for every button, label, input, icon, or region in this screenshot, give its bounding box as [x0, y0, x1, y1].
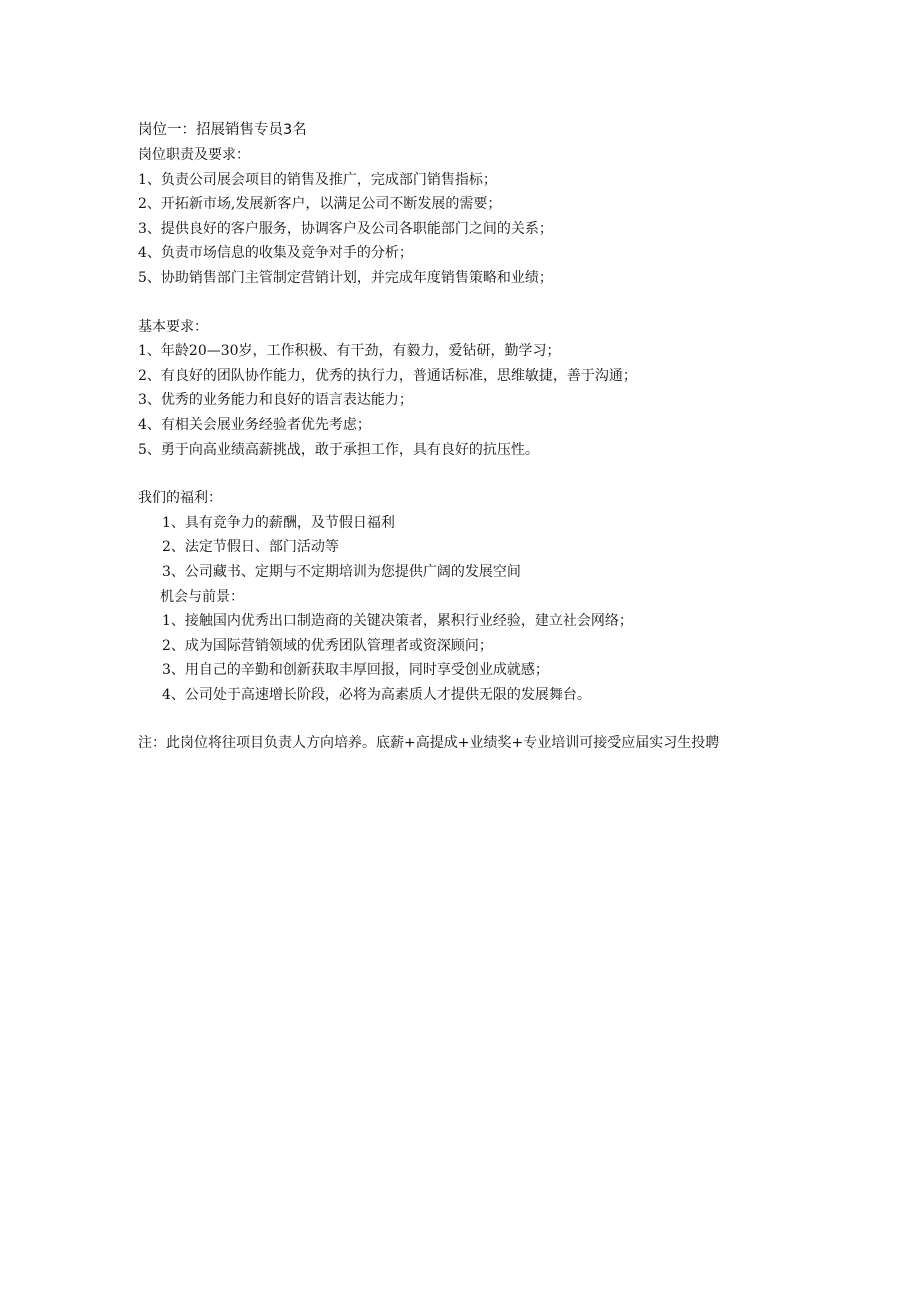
list-item: 4、负责市场信息的收集及竞争对手的分析； — [138, 245, 413, 262]
list-item: 2、有良好的团队协作能力，优秀的执行力，普通话标准，思维敏捷，善于沟通； — [138, 367, 637, 384]
list-item: 1、负责公司展会项目的销售及推广，完成部门销售指标； — [138, 171, 497, 188]
spacer — [138, 707, 738, 731]
list-item: 4、有相关会展业务经验者优先考虑； — [138, 416, 371, 433]
list-item: 3、提供良好的客户服务，协调客户及公司各职能部门之间的关系； — [138, 220, 553, 237]
list-item: 3、用自己的辛勤和创新获取丰厚回报，同时享受创业成就感； — [162, 662, 549, 679]
document-page — [138, 117, 738, 756]
list-item: 5、协助销售部门主管制定营销计划，并完成年度销售策略和业绩； — [138, 269, 553, 286]
spacer — [138, 291, 738, 315]
list-item: 2、开拓新市场,发展新客户，以满足公司不断发展的需要； — [138, 196, 502, 213]
list-item: 1、具有竞争力的薪酬，及节假日福利 — [162, 514, 395, 531]
requirements-label: 基本要求： — [138, 318, 208, 335]
list-item: 5、勇于向高业绩高薪挑战，敢于承担工作，具有良好的抗压性。 — [138, 441, 539, 458]
list-item: 3、优秀的业务能力和良好的语言表达能力； — [138, 392, 413, 409]
note-text: 注：此岗位将往项目负责人方向培养。底薪+高提成+业绩奖+专业培训可接受应届实习生投聘 — [138, 735, 720, 752]
list-item: 2、法定节假日、部门活动等 — [162, 539, 339, 556]
prospects-list — [138, 609, 738, 707]
list-item: 3、公司藏书、定期与不定期培训为您提供广阔的发展空间 — [162, 563, 521, 580]
duties-label: 岗位职责及要求： — [138, 147, 250, 163]
duties-list — [138, 168, 738, 291]
benefits-label: 我们的福利： — [138, 490, 222, 507]
job-title: 岗位一：招展销售专员3名 — [138, 122, 307, 138]
list-item: 2、成为国际营销领域的优秀团队管理者或资深顾问； — [162, 637, 493, 654]
list-item: 4、公司处于高速增长阶段，必将为高素质人才提供无限的发展舞台。 — [162, 686, 591, 703]
benefits-list — [138, 511, 738, 585]
requirements-list — [138, 339, 738, 462]
list-item: 1、接触国内优秀出口制造商的关键决策者，累积行业经验，建立社会网络； — [162, 613, 633, 630]
prospects-label: 机会与前景： — [160, 588, 244, 605]
list-item: 1、年龄20—30岁，工作积极、有干劲，有毅力，爱钻研，勤学习； — [138, 343, 561, 360]
spacer — [138, 462, 738, 486]
